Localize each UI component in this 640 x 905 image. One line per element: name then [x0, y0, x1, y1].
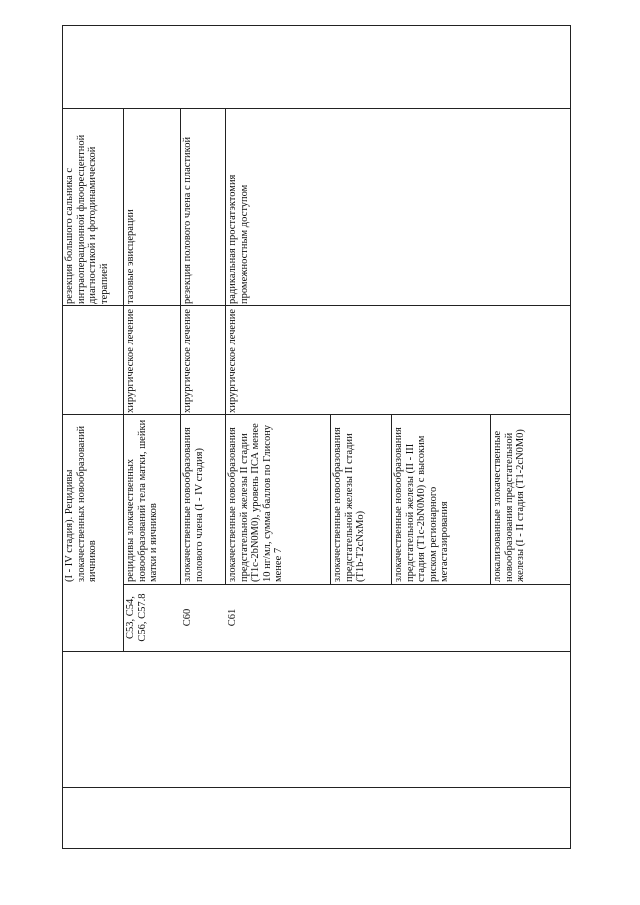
- cell-method-row1: резекция большого сальника с интраоперационной флюоресцентной диагностикой и фотодинамической терапией: [64, 134, 110, 304]
- column-separator: [62, 108, 571, 109]
- cell-nosology-row4-part3: злокачественные новообразования предстательной железы (II - III стадия (T1c-2bN0M0) с высоким риском регионарного метастазирования: [393, 427, 450, 582]
- cell-nosology-row4-part4: локализованные злокачественные новообразования предстательной железы (I - II стадия (T1-2cN0M0): [492, 429, 526, 582]
- row-separator: [330, 414, 331, 585]
- cell-nosology-row1: (I - IV стадия). Рецидивы злокачественных новообразований яичников: [64, 425, 98, 582]
- column-separator: [62, 787, 571, 788]
- cell-nosology-row3: злокачественные новообразования полового члена (I - IV стадия): [182, 427, 205, 582]
- table-border-left: [62, 25, 63, 849]
- table-border-top: [62, 25, 571, 26]
- cell-method-row2: тазовые эвисцерации: [125, 209, 136, 304]
- column-separator: [62, 305, 571, 306]
- cell-method-row4: радикальная простатэктомия промежностным доступом: [227, 174, 250, 304]
- column-separator: [62, 414, 571, 415]
- cell-code-row3: C60: [182, 608, 193, 627]
- row-separator: [123, 108, 124, 651]
- table-border-right: [570, 25, 571, 849]
- cell-treatment-row3: хирургическое лечение: [182, 309, 193, 413]
- column-separator: [62, 651, 571, 652]
- cell-nosology-row4-part1: злокачественные новообразования предстательной железы II стадии (T1c-2bN0M0), уровень ПСА менее 10 нг/мл, сумма баллов по Глисону менее 7: [227, 423, 284, 582]
- row-separator: [391, 414, 392, 585]
- row-separator: [490, 414, 491, 585]
- cell-treatment-row2: хирургическое лечение: [125, 309, 136, 413]
- cell-treatment-row4: хирургическое лечение: [227, 309, 238, 413]
- row-separator: [180, 108, 181, 585]
- cell-nosology-row4-part2: злокачественные новообразования предстательной железы II стадии (T1b-T2cNxMo): [332, 427, 366, 582]
- cell-nosology-row2: рецидивы злокачественных новообразований тела матки, шейки матки и яичников: [125, 419, 159, 582]
- table-border-bottom: [62, 848, 571, 849]
- cell-code-row2: C53, C54, C56, C57.8: [125, 593, 148, 642]
- cell-code-row4: C61: [227, 608, 238, 627]
- cell-method-row3: резекция полового члена с пластикой: [182, 136, 193, 304]
- column-separator: [124, 584, 570, 585]
- row-separator: [225, 108, 226, 585]
